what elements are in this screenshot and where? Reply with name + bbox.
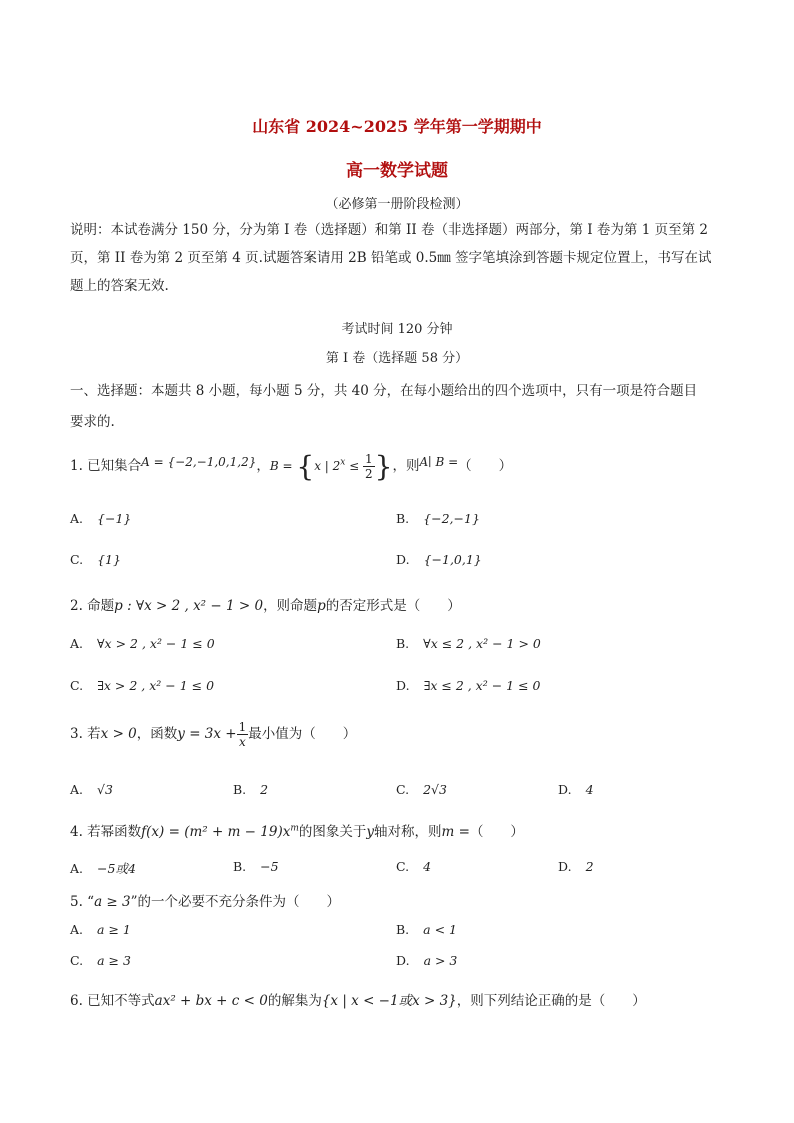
q1-frac-den: 2 bbox=[365, 467, 373, 481]
q2-post: ，则命题 bbox=[263, 598, 318, 614]
q2-option-c bbox=[70, 678, 214, 693]
question-4 bbox=[70, 820, 524, 840]
option-letter: D. bbox=[396, 552, 410, 567]
option-letter: C. bbox=[70, 552, 84, 567]
option-letter: A. bbox=[70, 861, 84, 876]
question-2 bbox=[70, 594, 461, 614]
q1-left-brace: { bbox=[296, 450, 315, 483]
option-letter: A. bbox=[70, 922, 84, 937]
q1-set-b-left: B = bbox=[269, 459, 297, 473]
option-letter: D. bbox=[558, 859, 572, 874]
option-text: a > 3 bbox=[423, 953, 458, 968]
option-text: 2 bbox=[585, 859, 594, 874]
q1-option-d bbox=[396, 552, 482, 567]
q6-mid: 的解集为 bbox=[267, 993, 322, 1009]
question-3 bbox=[70, 720, 356, 749]
option-text: ∀x ≤ 2 , x² − 1 > 0 bbox=[423, 636, 541, 651]
q6-tail: ，则下列结论正确的是（ ） bbox=[456, 993, 646, 1009]
option-text: {−2,−1} bbox=[423, 511, 480, 526]
q3-function: y = 3x + bbox=[177, 726, 237, 742]
option-text: 2√3 bbox=[423, 782, 447, 797]
option-letter: B. bbox=[233, 782, 247, 797]
q2-p: p bbox=[317, 598, 326, 614]
q3-option-d bbox=[558, 782, 594, 797]
q6-prefix: 6. 已知不等式 bbox=[70, 993, 155, 1009]
exam-subject-title: 高一数学试题 bbox=[346, 161, 448, 181]
q3-option-c bbox=[396, 782, 447, 797]
option-letter: C. bbox=[70, 678, 84, 693]
q1-expr: A∣ B = bbox=[419, 455, 459, 469]
section-intro-line2: 要求的. bbox=[70, 414, 115, 430]
option-text: √3 bbox=[97, 782, 113, 797]
q1-comma: ， bbox=[256, 458, 270, 474]
q1-set-b-mid: x | 2 bbox=[314, 459, 341, 473]
option-letter: D. bbox=[396, 953, 410, 968]
question-6 bbox=[70, 989, 646, 1009]
q1-option-c bbox=[70, 552, 121, 567]
option-text: {−1} bbox=[97, 511, 132, 526]
q2-tail: 的否定形式是（ ） bbox=[325, 598, 461, 614]
option-text: {1} bbox=[97, 552, 121, 567]
q4-exponent: m bbox=[290, 823, 299, 834]
option-letter: A. bbox=[70, 511, 84, 526]
q2-prefix: 2. 命题 bbox=[70, 598, 115, 614]
q4-m: m = bbox=[441, 824, 470, 840]
exam-subtitle: （必修第一册阶段检测） bbox=[325, 197, 469, 212]
q1-paren: （ ） bbox=[458, 458, 513, 474]
q4-option-c bbox=[396, 859, 431, 874]
option-text: ∀x > 2 , x² − 1 ≤ 0 bbox=[97, 636, 215, 651]
q4-tail: 轴对称，则 bbox=[374, 824, 442, 840]
q2-option-d bbox=[396, 678, 541, 693]
q3-option-a bbox=[70, 782, 113, 797]
question-1 bbox=[70, 450, 512, 483]
q3-option-b bbox=[233, 782, 268, 797]
option-letter: A. bbox=[70, 782, 84, 797]
q3-frac-num: 1 bbox=[238, 720, 247, 734]
q3-tail: 最小值为（ ） bbox=[248, 726, 357, 742]
option-text: {−1,0,1} bbox=[423, 552, 482, 567]
q4-prefix: 4. 若幂函数 bbox=[70, 824, 142, 840]
q3-prefix: 3. 若 bbox=[70, 726, 101, 742]
q4-option-b bbox=[233, 859, 279, 874]
q3-fraction bbox=[237, 720, 249, 749]
q3-mid: ，函数 bbox=[136, 726, 178, 742]
q3-condition: x > 0 bbox=[100, 726, 137, 742]
exam-time: 考试时间 120 分钟 bbox=[341, 322, 453, 337]
q5-option-b bbox=[396, 922, 457, 937]
option-text: a ≥ 1 bbox=[97, 922, 131, 937]
q2-option-a bbox=[70, 636, 215, 651]
option-text: −5或4 bbox=[97, 861, 136, 876]
q1-set-a: A = {−2,−1,0,1,2} bbox=[141, 455, 257, 469]
option-text: 2 bbox=[260, 782, 269, 797]
option-text: a ≥ 3 bbox=[97, 953, 131, 968]
option-letter: C. bbox=[70, 953, 84, 968]
q5-option-d bbox=[396, 953, 457, 968]
q4-mid: 的图象关于 bbox=[298, 824, 367, 840]
q1-frac-num: 1 bbox=[365, 452, 373, 466]
exam-title: 山东省 2024~2025 学年第一学期期中 bbox=[252, 117, 542, 136]
option-letter: C. bbox=[396, 859, 410, 874]
option-text: ∃x ≤ 2 , x² − 1 ≤ 0 bbox=[423, 678, 541, 693]
q5-prefix: 5. “ bbox=[70, 894, 95, 910]
q6-inequality: ax² + bx + c < 0 bbox=[154, 993, 268, 1009]
q2-option-b bbox=[396, 636, 541, 651]
q1-set-b-sup: x bbox=[340, 457, 346, 468]
q1-prefix: 1. 已知集合 bbox=[70, 458, 142, 474]
q2-proposition: p : ∀x > 2 , x² − 1 > 0 bbox=[114, 598, 264, 614]
option-text: a < 1 bbox=[423, 922, 457, 937]
q3-frac-den: x bbox=[239, 735, 246, 749]
q4-paren: （ ） bbox=[469, 824, 524, 840]
q1-right-brace: } bbox=[374, 450, 393, 483]
q1-option-a bbox=[70, 511, 131, 526]
option-letter: B. bbox=[233, 859, 247, 874]
option-letter: D. bbox=[396, 678, 410, 693]
instructions-paragraph: 说明：本试卷满分 150 分，分为第 I 卷（选择题）和第 II 卷（非选择题）两部分，第 I 卷为第 1 页至第 2 页，第 II 卷为第 2 页至第 4 页.试题答案请用 2B 铅笔或 0.5㎜ 签字笔填涂到答题卡规定位置上，书写在试题上的答案无效. bbox=[70, 222, 712, 294]
option-letter: D. bbox=[558, 782, 572, 797]
q6-set: {x | x < −1或x > 3} bbox=[321, 993, 457, 1009]
option-text: 4 bbox=[423, 859, 432, 874]
option-letter: B. bbox=[396, 636, 410, 651]
q4-axis: y bbox=[366, 824, 375, 840]
q5-tail: ”的一个必要不充分条件为（ ） bbox=[130, 894, 341, 910]
section-intro-line1: 一、选择题：本题共 8 小题，每小题 5 分，共 40 分，在每小题给出的四个选项中，只有一项是符合题目 bbox=[70, 383, 698, 399]
option-letter: C. bbox=[396, 782, 410, 797]
q1-option-b bbox=[396, 511, 480, 526]
q4-function: f(x) = (m² + m − 19)x bbox=[141, 824, 291, 840]
q1-post: ，则 bbox=[392, 458, 420, 474]
option-text: −5 bbox=[260, 859, 279, 874]
option-text: ∃x > 2 , x² − 1 ≤ 0 bbox=[97, 678, 215, 693]
option-text: 4 bbox=[585, 782, 594, 797]
section-heading: 第 I 卷（选择题 58 分） bbox=[325, 351, 469, 366]
q1-fraction bbox=[363, 452, 375, 481]
question-5 bbox=[70, 890, 340, 910]
option-letter: A. bbox=[70, 636, 84, 651]
q5-option-a bbox=[70, 922, 131, 937]
option-letter: B. bbox=[396, 922, 410, 937]
option-letter: B. bbox=[396, 511, 410, 526]
q4-option-d bbox=[558, 859, 594, 874]
q5-option-c bbox=[70, 953, 131, 968]
q1-set-b-le: ≤ bbox=[345, 459, 364, 473]
q5-condition: a ≥ 3 bbox=[94, 894, 131, 910]
q4-option-a bbox=[70, 859, 136, 877]
